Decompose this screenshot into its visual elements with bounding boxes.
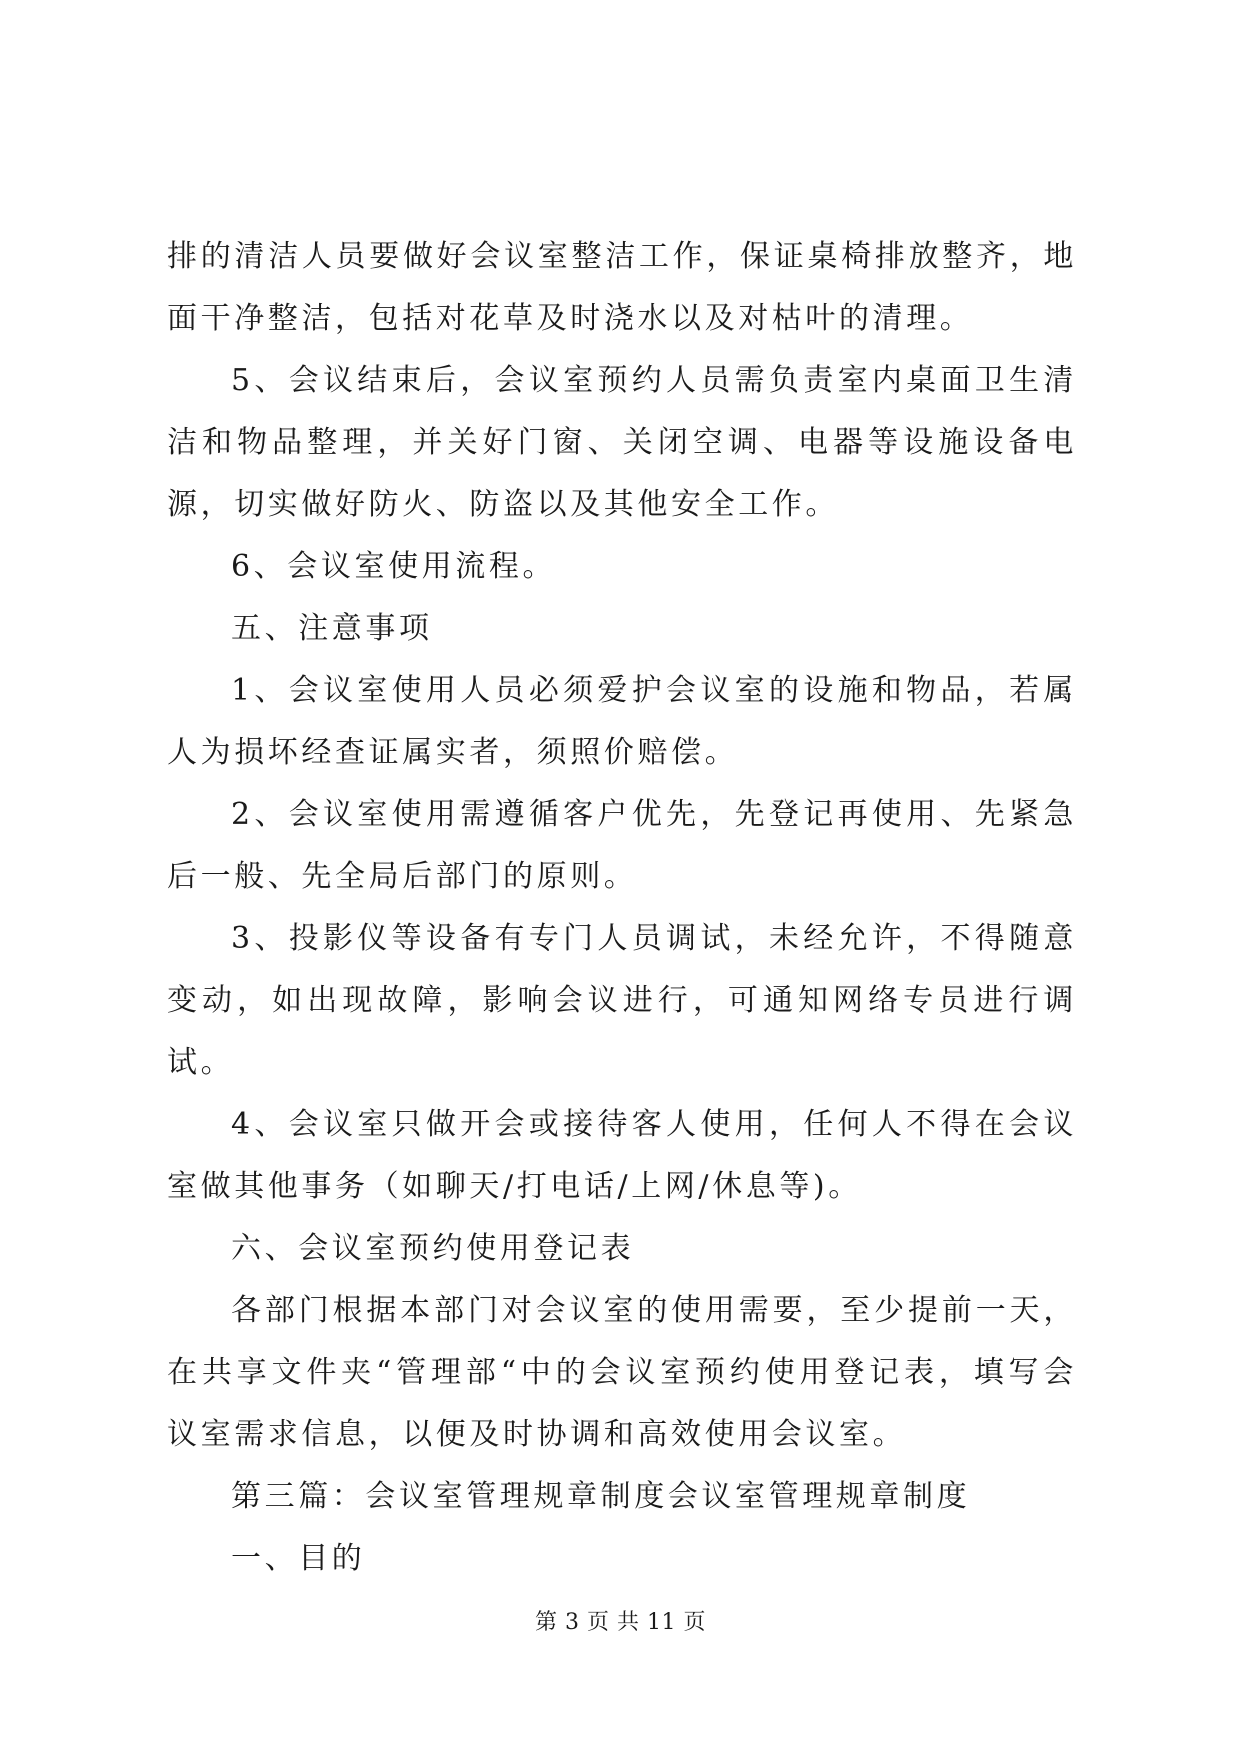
paragraph-note-3: 3、投影仪等设备有专门人员调试，未经允许，不得随意变动，如出现故障，影响会议进行，可通知网络专员进行调试。 [167,921,1077,1080]
paragraph-item-5: 5、会议结束后，会议室预约人员需负责室内桌面卫生清洁和物品整理，并关好门窗、关闭空调、电器等设施设备电源，切实做好防火、防盗以及其他安全工作。 [167,363,1077,522]
paragraph-item-6: 6、会议室使用流程。 [231,549,557,584]
document-body [167,226,1077,1590]
paragraph-1: 排的清洁人员要做好会议室整洁工作，保证桌椅排放整齐，地面干净整洁，包括对花草及时浇水以及对枯叶的清理。 [167,239,1077,336]
section-heading-1: 一、目的 [231,1541,366,1576]
paragraph-note-1: 1、会议室使用人员必须爱护会议室的设施和物品，若属人为损坏经查证属实者，须照价赔偿。 [167,673,1077,770]
paragraph-note-2: 2、会议室使用需遵循客户优先，先登记再使用、先紧急后一般、先全局后部门的原则。 [167,797,1077,894]
chapter-heading-3: 第三篇：会议室管理规章制度会议室管理规章制度 [231,1479,971,1514]
paragraph-registration: 各部门根据本部门对会议室的使用需要，至少提前一天，在共享文件夹“管理部“中的会议室预约使用登记表，填写会议室需求信息，以便及时协调和高效使用会议室。 [167,1293,1077,1452]
section-heading-5: 五、注意事项 [231,611,433,646]
page-footer: 第 3 页 共 11 页 [535,1610,706,1635]
section-heading-6: 六、会议室预约使用登记表 [231,1231,635,1266]
paragraph-note-4: 4、会议室只做开会或接待客人使用，任何人不得在会议室做其他事务（如聊天/打电话/上网/休息等)。 [167,1107,1077,1204]
